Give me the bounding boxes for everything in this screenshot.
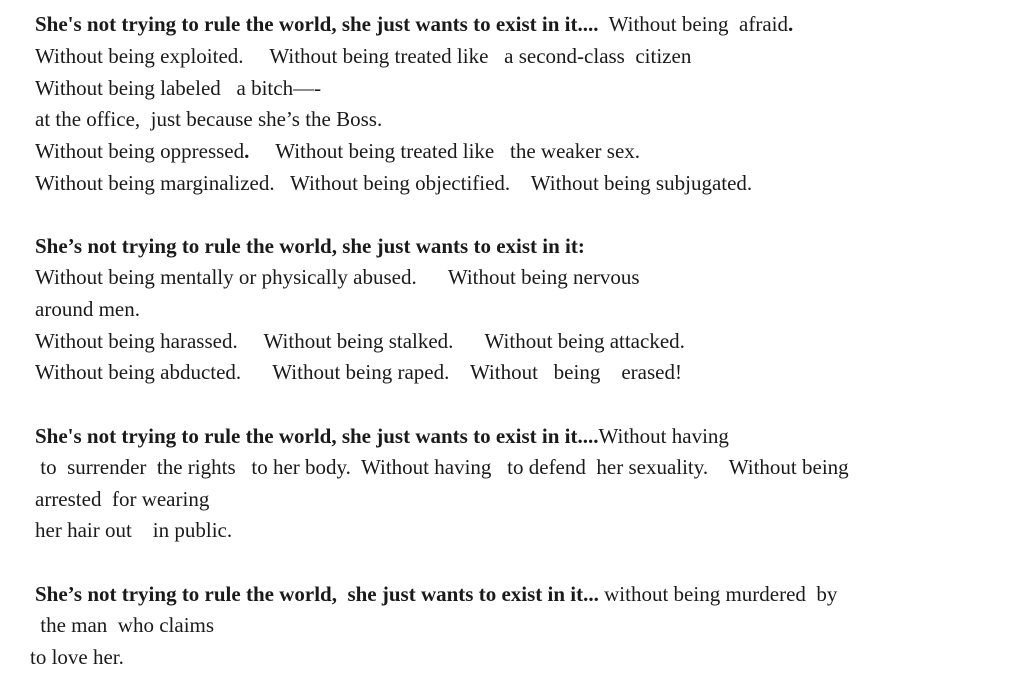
- line-text: Without being labeled a bitch—-: [35, 76, 322, 100]
- line-text: Without being treated like the weaker sex.: [249, 139, 641, 163]
- line-text: Without being afraid: [598, 12, 788, 36]
- poem-line: [35, 328, 685, 354]
- poem-line: [35, 423, 729, 449]
- poem-line: [35, 170, 752, 196]
- poem-line: [35, 517, 232, 543]
- line-text: Without being abducted. Without being raped. Without being erased!: [35, 360, 682, 384]
- poem-line: [35, 296, 140, 322]
- refrain-bold: She’s not trying to rule the world, she just wants to exist in it...: [35, 582, 599, 606]
- line-text: to surrender the rights to her body. Without having to defend her sexuality. Without being: [35, 455, 849, 479]
- line-text: to love her.: [30, 645, 124, 669]
- bold-period: .: [788, 12, 794, 36]
- line-text: the man who claims: [35, 613, 215, 637]
- poem-line: [35, 581, 837, 607]
- poem-line: [35, 454, 849, 480]
- poem-line: [35, 612, 214, 638]
- line-text: without being murdered by: [598, 582, 838, 606]
- line-text: at the office, just because she’s the Boss.: [35, 107, 383, 131]
- poem-line: [35, 106, 382, 132]
- line-text: arrested for wearing: [35, 487, 210, 511]
- line-text: Without being marginalized. Without being objectified. Without being subjugated.: [35, 171, 753, 195]
- poem-line: [35, 138, 640, 164]
- poem-line: [30, 644, 124, 670]
- line-text: Without being oppressed: [35, 139, 245, 163]
- poem-line: [35, 359, 682, 385]
- poem-line: [35, 43, 691, 69]
- poem-line: [35, 486, 209, 512]
- poem-line: [35, 264, 640, 290]
- poem-line: [35, 11, 793, 37]
- refrain-bold: She's not trying to rule the world, she just wants to exist in it....: [35, 12, 599, 36]
- poem-line: [35, 75, 321, 101]
- line-text: around men.: [35, 297, 140, 321]
- line-text: Without being harassed. Without being stalked. Without being attacked.: [35, 329, 685, 353]
- line-text: her hair out in public.: [35, 518, 233, 542]
- refrain-bold: She's not trying to rule the world, she just wants to exist in it....: [35, 424, 599, 448]
- refrain-bold: She’s not trying to rule the world, she just wants to exist in it:: [35, 234, 585, 258]
- line-text: Without having: [598, 424, 729, 448]
- poem-line: [35, 233, 585, 259]
- bold-period: .: [244, 139, 250, 163]
- line-text: Without being mentally or physically abused. Without being nervous: [35, 265, 640, 289]
- line-text: Without being exploited. Without being treated like a second-class citizen: [35, 44, 692, 68]
